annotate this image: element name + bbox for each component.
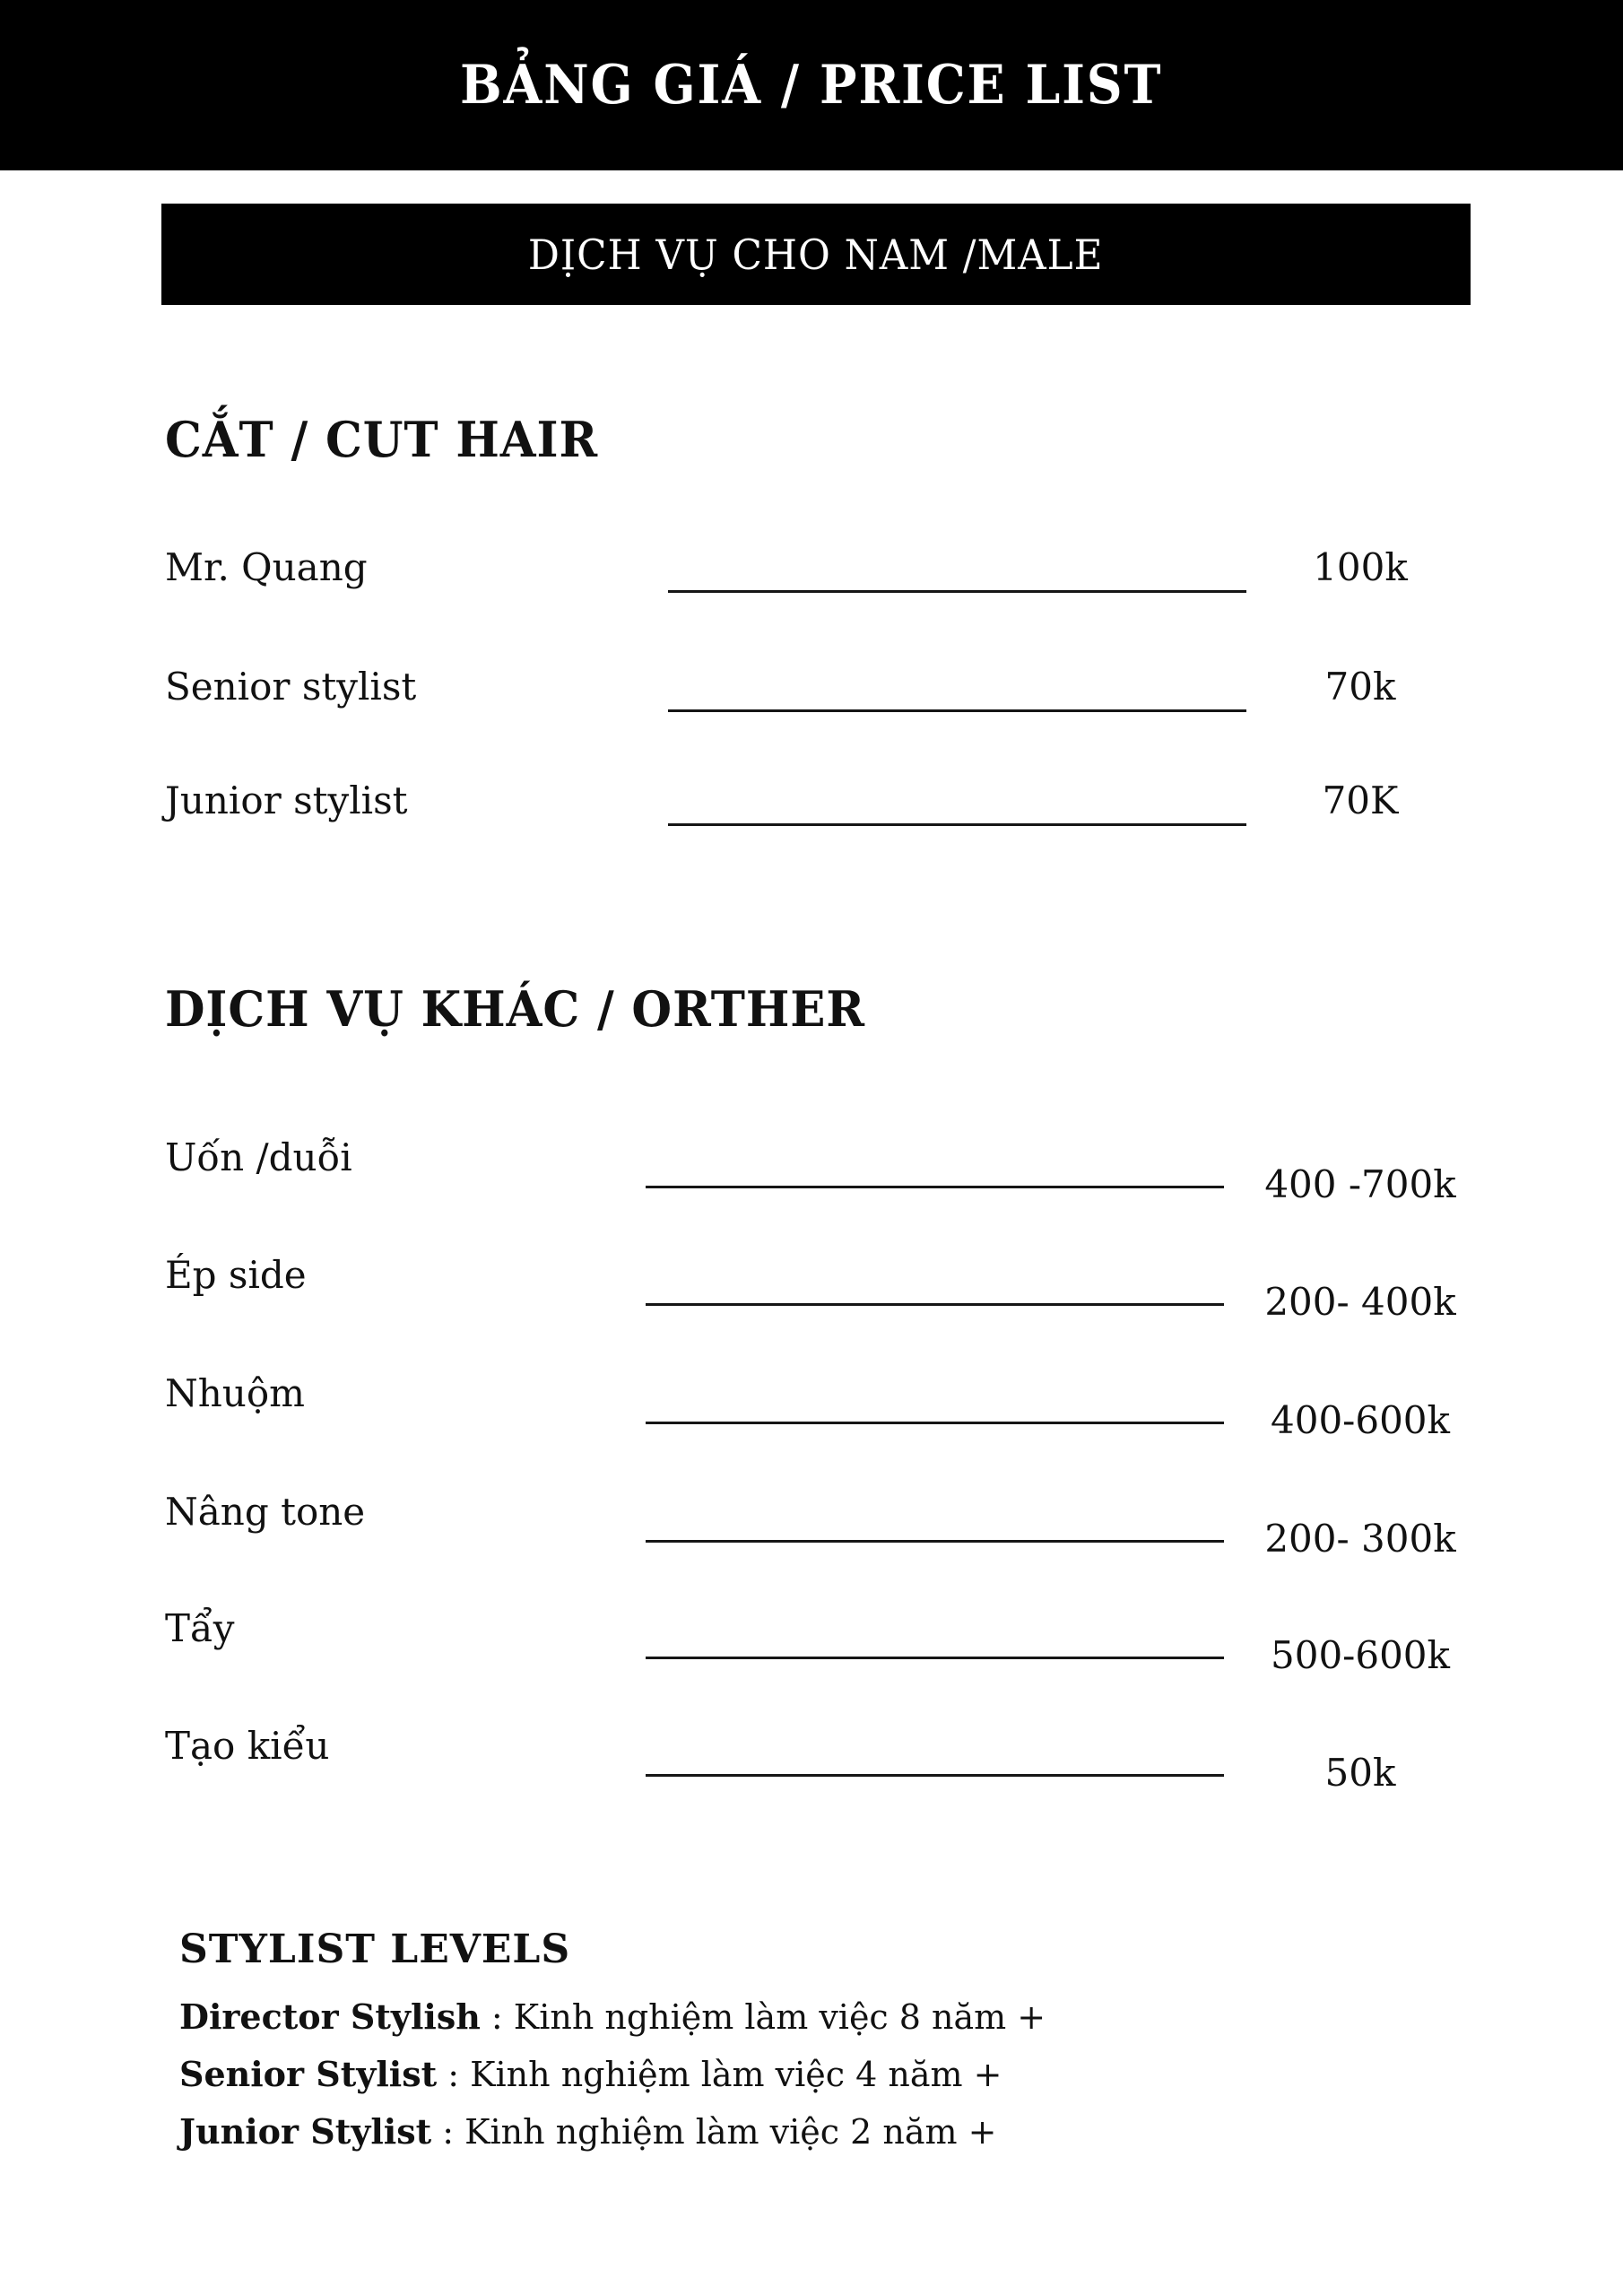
service-price: 70k (1324, 665, 1396, 709)
dotted-rule (646, 1774, 1224, 1777)
service-label: Uốn /duỗi (165, 1135, 352, 1179)
stylist-level-desc: : Kinh nghiệm làm việc 8 năm + (480, 1997, 1046, 2037)
price-row (0, 1253, 1623, 1352)
service-label: Mr. Quang (165, 545, 368, 589)
dotted-rule (646, 1422, 1224, 1424)
dotted-rule (646, 1186, 1224, 1188)
stylist-level-desc: : Kinh nghiệm làm việc 4 năm + (437, 2055, 1002, 2094)
service-label: Junior stylist (165, 778, 408, 822)
price-row (0, 778, 1623, 877)
service-price: 70K (1322, 778, 1399, 822)
stylist-level-name: Senior Stylist (179, 2054, 438, 2094)
stylist-level-desc: : Kinh nghiệm làm việc 2 năm + (431, 2112, 997, 2152)
service-label: Tạo kiểu (165, 1724, 330, 1768)
service-label: Ép side (165, 1253, 307, 1297)
stylist-level-line (179, 2055, 1046, 2094)
stylist-level-line (179, 1997, 1046, 2037)
service-price: 50k (1324, 1751, 1396, 1795)
stylist-levels-block (179, 1926, 1046, 2170)
dotted-rule (668, 823, 1246, 826)
service-price: 500-600k (1271, 1633, 1450, 1677)
dotted-rule (646, 1540, 1224, 1543)
stylist-level-line (179, 2112, 1046, 2152)
service-price: 200- 300k (1264, 1517, 1456, 1561)
service-label: Tẩy (165, 1606, 235, 1650)
price-row (0, 665, 1623, 763)
price-row (0, 1135, 1623, 1234)
price-row (0, 1371, 1623, 1470)
service-label: Nhuộm (165, 1371, 305, 1415)
stylist-levels-heading: STYLIST LEVELS (179, 1926, 571, 1972)
price-row (0, 1724, 1623, 1822)
service-label: Nâng tone (165, 1490, 366, 1534)
price-row (0, 1606, 1623, 1705)
category-banner (161, 204, 1471, 305)
price-row (0, 545, 1623, 644)
category-banner-label: DỊCH VỤ CHO NAM /MALE (528, 230, 1104, 279)
service-price: 100k (1313, 545, 1408, 589)
dotted-rule (646, 1657, 1224, 1659)
dotted-rule (668, 709, 1246, 712)
service-price: 400 -700k (1264, 1162, 1456, 1206)
dotted-rule (646, 1303, 1224, 1306)
service-price: 400-600k (1271, 1398, 1450, 1442)
stylist-level-name: Junior Stylist (179, 2111, 432, 2152)
section-heading-other-services: DỊCH VỤ KHÁC / ORTHER (165, 980, 865, 1038)
dotted-rule (668, 590, 1246, 593)
price-row (0, 1490, 1623, 1588)
service-label: Senior stylist (165, 665, 417, 709)
header-bar (0, 0, 1623, 170)
page-title: BẢNG GIÁ / PRICE LIST (460, 54, 1163, 117)
section-heading-cut-hair: CẮT / CUT HAIR (165, 411, 599, 468)
stylist-level-name: Director Stylish (179, 1996, 481, 2037)
service-price: 200- 400k (1264, 1280, 1456, 1324)
